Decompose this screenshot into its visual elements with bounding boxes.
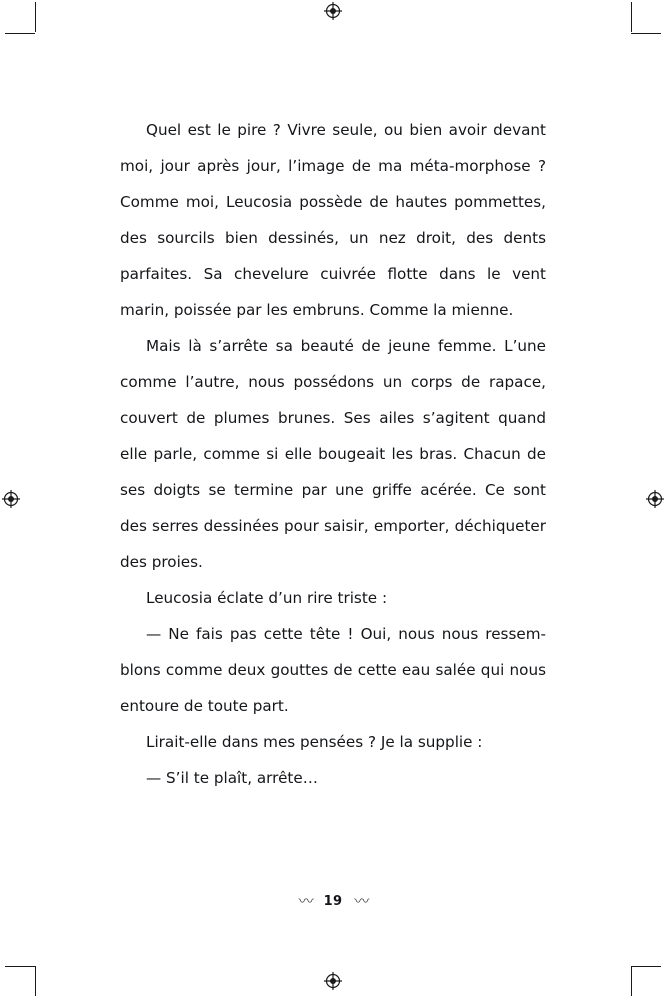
registration-target-icon-bottom — [324, 972, 342, 990]
paragraph: Mais là s’arrête sa beauté de jeune femme. L’une comme l’autre, nous possédons un corps de rapace, couvert de plumes brunes. Ses ailes s’agitent quand elle parle, comme si elle bougeait les bras. Chacun de ses doigts se termine par une griffe acérée. Ce sont des serres dessinées pour saisir, emporter, déchiqueter des proies. — [120, 337, 546, 571]
crop-mark-icon-right-top — [631, 33, 661, 34]
paragraph: Lirait-elle dans mes pensées ? Je la supplie : — [146, 733, 483, 751]
registration-target-icon-left — [2, 490, 20, 508]
folio-ornament-right: 〰 — [354, 892, 368, 910]
paragraph: — S’il te plaît, arrête… — [146, 769, 318, 787]
crop-mark-icon-left-top — [5, 33, 35, 34]
body-text — [120, 112, 546, 796]
crop-mark-icon-bottom-right — [631, 966, 632, 996]
registration-target-icon-right — [646, 490, 664, 508]
folio-ornament-left: 〰 — [298, 892, 312, 910]
crop-mark-icon-bottom-left — [35, 966, 36, 996]
paragraph: — Ne fais pas cette tête ! Oui, nous nous ressem-blons comme deux gouttes de cette eau salée qui nous entoure de toute part. — [120, 625, 546, 715]
crop-mark-icon-right-bottom — [631, 966, 661, 967]
crop-mark-icon-left-bottom — [5, 966, 35, 967]
page-number: 19 — [323, 894, 343, 909]
crop-mark-icon-top-left — [35, 2, 36, 32]
paragraph: Quel est le pire ? Vivre seule, ou bien avoir devant moi, jour après jour, l’image de ma méta-morphose ? Comme moi, Leucosia possède de hautes pommettes, des sourcils bien dessinés, un nez droit, des dents parfaites. Sa chevelure cuivrée flotte dans le vent marin, poissée par les embruns. Comme la mienne. — [120, 121, 546, 319]
page-folio — [0, 894, 666, 909]
crop-mark-icon-top-right — [631, 2, 632, 32]
paragraph: Leucosia éclate d’un rire triste : — [146, 589, 388, 607]
registration-target-icon-top — [324, 2, 342, 20]
